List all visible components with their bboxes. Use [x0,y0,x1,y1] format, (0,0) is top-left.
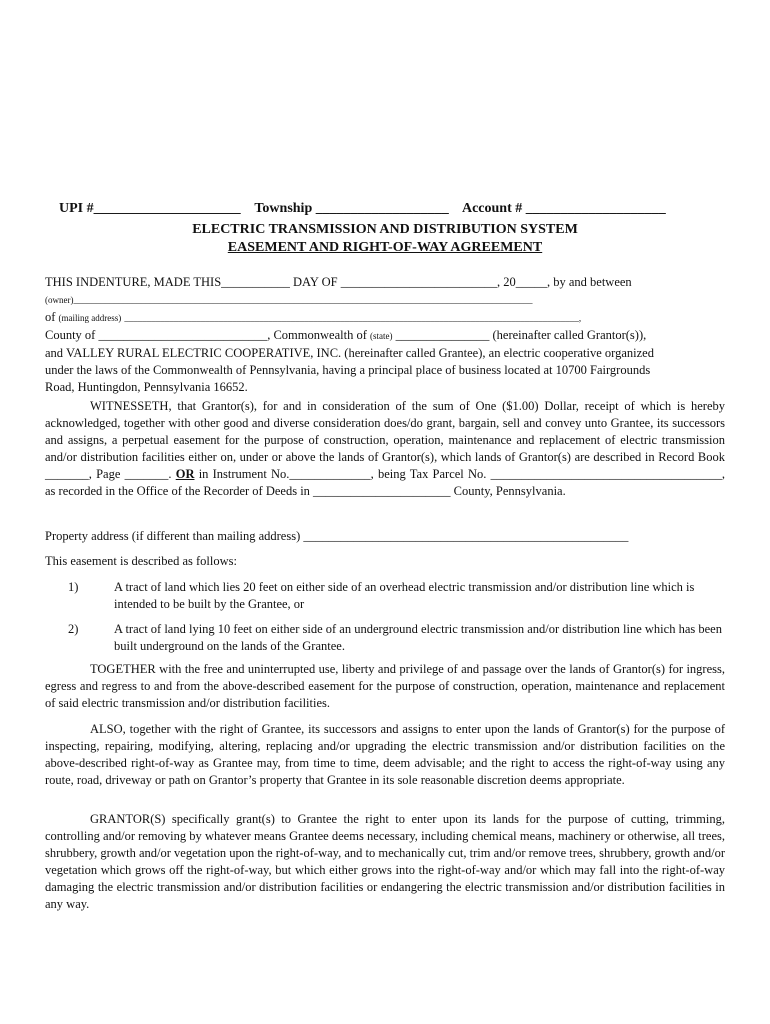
laws-line: under the laws of the Commonwealth of Pennsylvania, having a principal place of business located at 10700 Fairgrounds [45,363,651,377]
county-line[interactable] [45,327,725,345]
county-text: County of ___________________________, Commonwealth of [45,328,367,342]
item-number: 2) [68,622,79,636]
property-address-line[interactable]: Property address (if different than mailing address) ____________________________________________________ [45,529,629,543]
indenture-date-line[interactable]: THIS INDENTURE, MADE THIS___________ DAY OF _________________________, 20_____, by and between [45,275,632,289]
of-text: of [45,310,56,324]
or-word: OR [175,467,195,481]
grantor-paragraph: GRANTOR(S) specifically grant(s) to Grantee the right to enter upon its lands for the purpose of cutting, trimming, controlling and/or removing by whatever means Grantee deems necessary, including chemical means, machinery or otherwise, all trees, shrubbery, growth and/or vegetation upon the right-of-way, and to mechanically cut, trim and/or remove trees, shrubbery, growth and/or vegetation which grows off the right-of-way, but which either grows into the right-of-way and/or which may fall into the right-of-way damaging the electric transmission and/or distribution facilities or endangering the electric transmission and/or distribution facilities in any way. [45,812,726,911]
item-text: A tract of land which lies 20 feet on either side of an overhead electric transmission and/or distribution line which is intended to be built by the Grantee, or [114,580,695,611]
mailing-address-line[interactable] [45,309,725,327]
document-title: ELECTRIC TRANSMISSION AND DISTRIBUTION SYSTEM [192,222,578,237]
witnesseth-paragraph [45,398,725,500]
list-item [45,621,725,661]
grantor-text: _______________ (hereinafter called Grantor(s)), [395,328,647,342]
witnesseth-text-2: in Instrument No._____________, being Tax Parcel No. _____________________________________, as recorded in the Office of the Recorder of Deeds in ______________________ County, Pennsylvania. [45,467,725,498]
document-subtitle: EASEMENT AND RIGHT-OF-WAY AGREEMENT [227,240,543,255]
upi-field[interactable]: UPI #_____________________ [59,201,241,216]
owner-line[interactable] [45,291,725,309]
owner-blank[interactable]: ______________________________________________________________________________________________________ [73,295,533,305]
address-line: Road, Huntingdon, Pennsylvania 16652. [45,380,248,394]
township-field[interactable]: Township ___________________ [254,201,449,216]
account-field[interactable]: Account # ____________________ [461,201,666,216]
item-text: A tract of land lying 10 feet on either side of an underground electric transmission and/or distribution line which has been built underground on the lands of the Grantee. [114,622,722,653]
item-number: 1) [68,580,79,594]
mailing-label: (mailing address) [58,313,122,323]
grantee-line: and VALLEY RURAL ELECTRIC COOPERATIVE, INC. (hereinafter called Grantee), an electric cooperative organized [45,346,654,360]
also-paragraph: ALSO, together with the right of Grantee, its successors and assigns to enter upon the lands of Grantor(s) for the purpose of inspecting, repairing, modifying, altering, replacing and/or upgrading the electric transmission and/or distribution facilities on the above-described right-of-way as Grantee may, from time to time, deem advisable; and the right to access the right-of-way using any route, road, driveway or path on Grantor’s property that Grantee in its sole reasonable discretion deems appropriate. [45,722,725,787]
owner-label: (owner) [45,295,74,305]
together-paragraph: TOGETHER with the free and uninterrupted use, liberty and privilege of and passage over the lands of Grantor(s) for ingress, egress and regress to and from the above-described easement for the purpose of construction, operation, maintenance and replacement of said electric transmission and/or distribution facilities. [45,662,725,710]
indenture-paragraph [45,274,725,396]
easement-intro: This easement is described as follows: [45,554,237,568]
mailing-blank[interactable]: _____________________________________________________________________________________________________, [124,313,582,323]
witnesseth-text-1: WITNESSETH, that Grantor(s), for and in consideration of the sum of One ($1.00) Dollar, receipt of which is hereby acknowledged, together with other good and diverse consideration does/do grant, bargain, sell and convey unto Grantee, its successors and assigns, a perpetual easement for the purpose of construction, operation, maintenance and replacement of electric transmission and/or distribution facilities either on, under or above the lands of Grantor(s), which lands of Grantor(s) are described in Record Book _______, Page _______. [45,399,725,481]
state-label: (state) [370,331,393,341]
list-item [45,579,725,619]
